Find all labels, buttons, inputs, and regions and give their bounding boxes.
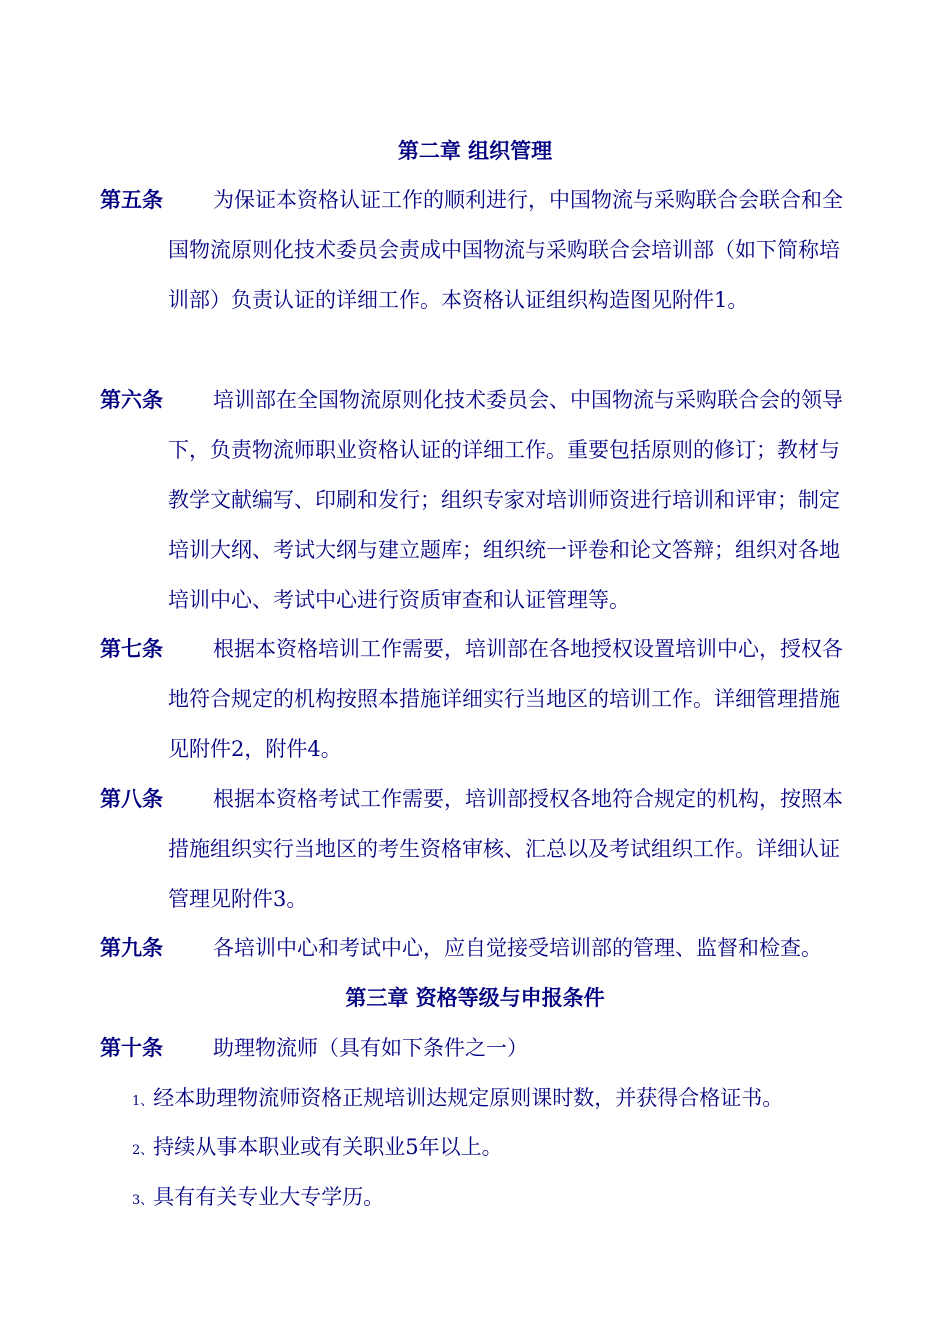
list-item <box>132 1073 872 1127</box>
list-item <box>132 1172 872 1226</box>
list-item-number: 2、 <box>132 1143 154 1158</box>
article-label: 第七条 <box>100 637 163 661</box>
article-label: 第十条 <box>100 1036 163 1060</box>
chapter-2-title: 第二章 组织管理 <box>397 139 553 163</box>
article-text: 培训部在全国物流原则化技术委员会、中国物流与采购联合会的领导下，负责物流师职业资格认证的详细工作。重要包括原则的修订；教材与教学文献编写、印刷和发行；组织专家对培训师资进行培训和评审；制定培训大纲、考试大纲与建立题库；组织统一评卷和论文答辩；组织对各地培训中心、考试中心进行资质审查和认证管理等。 <box>168 388 843 612</box>
article-label: 第六条 <box>100 388 163 412</box>
article-text: 各培训中心和考试中心，应自觉接受培训部的管理、监督和检查。 <box>213 936 822 960</box>
list-item-number: 1、 <box>132 1094 154 1109</box>
list-item <box>132 1122 872 1176</box>
article-label: 第九条 <box>100 936 163 960</box>
article-text: 助理物流师（具有如下条件之一） <box>213 1036 528 1060</box>
chapter-3-title: 第三章 资格等级与申报条件 <box>345 986 605 1010</box>
list-item-text: 经本助理物流师资格正规培训达规定原则课时数，并获得合格证书。 <box>153 1086 784 1110</box>
list-item-text: 具有有关专业大专学历。 <box>153 1185 385 1209</box>
article-text: 根据本资格考试工作需要，培训部授权各地符合规定的机构，按照本措施组织实行当地区的考生资格审核、汇总以及考试组织工作。详细认证管理见附件3。 <box>168 787 843 911</box>
article-label: 第八条 <box>100 787 163 811</box>
article-label: 第五条 <box>100 188 163 212</box>
article-text: 为保证本资格认证工作的顺利进行，中国物流与采购联合会联合和全国物流原则化技术委员会责成中国物流与采购联合会培训部（如下简称培训部）负责认证的详细工作。本资格认证组织构造图见附件1。 <box>168 188 843 312</box>
list-item-number: 3、 <box>132 1193 154 1208</box>
article-text: 根据本资格培训工作需要，培训部在各地授权设置培训中心，授权各地符合规定的机构按照本措施详细实行当地区的培训工作。详细管理措施见附件2，附件4。 <box>168 637 843 761</box>
list-item-text: 持续从事本职业或有关职业5年以上。 <box>153 1135 503 1159</box>
